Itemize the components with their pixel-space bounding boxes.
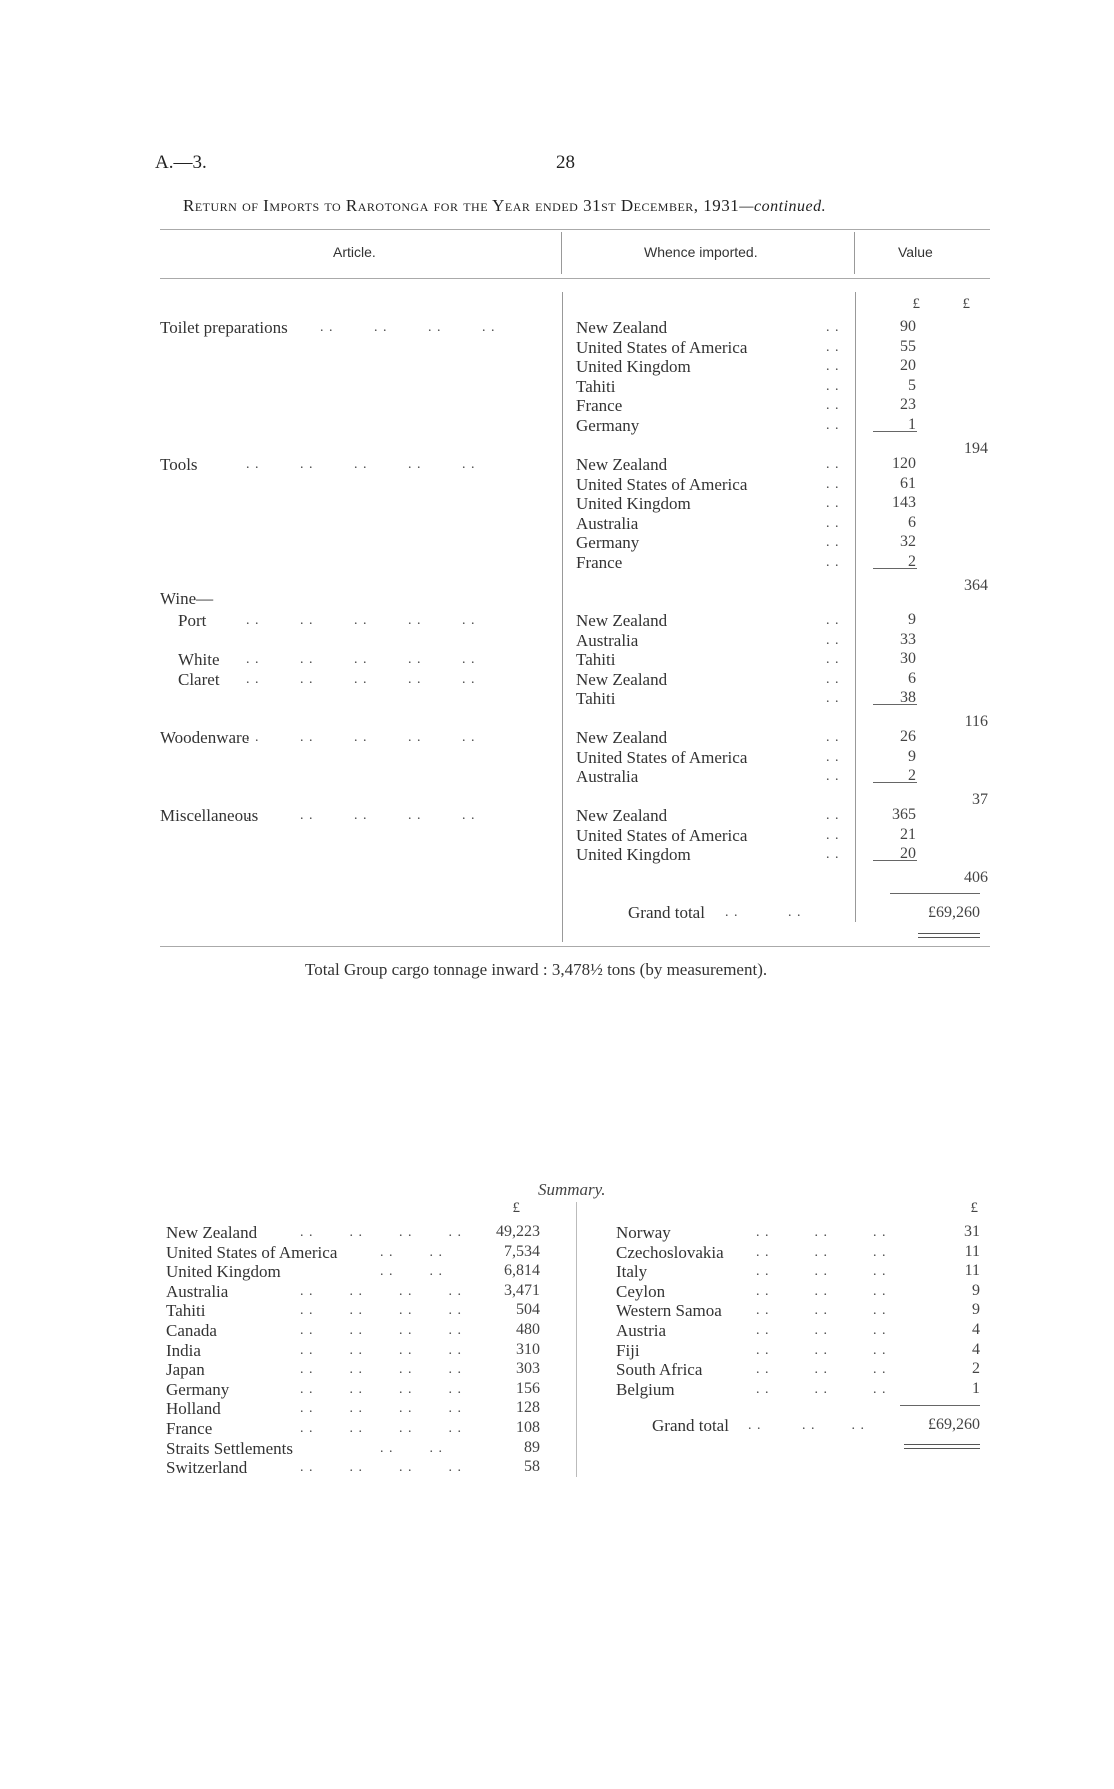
country-name: United States of America xyxy=(576,474,748,494)
item-value: 23 xyxy=(900,396,916,414)
article-leader: . . . . . . . . . . xyxy=(246,652,476,668)
group-total: 37 xyxy=(972,791,988,808)
subtotal-rule xyxy=(873,568,917,569)
summary-grand-total-label: Grand total xyxy=(652,1416,729,1435)
country-name: Germany xyxy=(576,533,640,553)
summary-left-currency: £ xyxy=(512,1200,520,1216)
article-leader: . . . . . . . . . . xyxy=(246,671,476,687)
country-name: New Zealand xyxy=(576,611,668,630)
summary-country: United Kingdom xyxy=(166,1262,281,1282)
country-leader: . . xyxy=(826,613,840,628)
summary-country: Czechoslovakia xyxy=(616,1242,724,1262)
summary-value: 310 xyxy=(516,1340,540,1358)
country-leader: . . xyxy=(826,359,840,375)
country-name: New Zealand xyxy=(576,455,668,474)
article-label: Miscellaneous xyxy=(160,806,259,825)
group-total: 364 xyxy=(964,577,988,594)
grand-total-label: Grand total xyxy=(628,903,705,922)
summary-value: 11 xyxy=(964,1242,980,1260)
country-name: Tahiti xyxy=(576,689,616,709)
country-name: New Zealand xyxy=(576,728,668,747)
country-leader: . . xyxy=(826,398,840,414)
summary-country: Japan xyxy=(166,1360,205,1380)
summary-leader: . . . . . . xyxy=(756,1323,887,1338)
article-label: Toilet preparations xyxy=(160,318,288,337)
group-total: 194 xyxy=(964,440,988,457)
article-leader: . . . . . . . . . . xyxy=(246,730,476,745)
summary-leader: . . . . . . . . xyxy=(300,1303,462,1319)
item-value: 143 xyxy=(892,494,916,512)
item-value: 26 xyxy=(900,728,916,745)
summary-leader: . . . . . . xyxy=(756,1225,887,1240)
country-name: United Kingdom xyxy=(576,357,691,377)
summary-value: 3,471 xyxy=(504,1281,540,1299)
table-top-rule xyxy=(160,229,990,230)
summary-value: 31 xyxy=(964,1223,980,1240)
item-value: 90 xyxy=(900,318,916,335)
item-value: 1 xyxy=(908,416,916,433)
country-name: Tahiti xyxy=(576,376,616,396)
summary-value: 6,814 xyxy=(504,1262,540,1280)
item-value: 33 xyxy=(900,630,916,648)
summary-country: Canada xyxy=(166,1321,217,1340)
item-value: 30 xyxy=(900,650,916,668)
summary-leader: . . . . . . . . xyxy=(300,1460,462,1476)
country-name: Australia xyxy=(576,630,639,650)
country-leader: . . xyxy=(826,691,840,707)
summary-leader: . . . . . . xyxy=(756,1362,887,1378)
summary-leader: . . . . . . . . xyxy=(300,1381,462,1397)
item-value: 6 xyxy=(908,669,916,687)
summary-country: United States of America xyxy=(166,1242,338,1262)
article-leader: . . . . . . . . . . xyxy=(246,808,476,823)
country-leader: . . xyxy=(826,632,840,648)
country-leader: . . xyxy=(826,847,840,863)
summary-total-rule xyxy=(900,1405,980,1406)
item-value: 120 xyxy=(892,455,916,472)
item-value: 6 xyxy=(908,513,916,531)
country-leader: . . xyxy=(826,535,840,551)
country-name: France xyxy=(576,553,623,572)
summary-leader: . . . . . . . . xyxy=(300,1421,462,1436)
summary-value: 2 xyxy=(972,1360,980,1378)
summary-grand-total-leader: . . . . . . xyxy=(748,1418,865,1433)
country-name: Australia xyxy=(576,767,639,787)
summary-leader: . . . . . . xyxy=(756,1244,887,1260)
header-divider-2 xyxy=(854,232,855,274)
summary-country: Germany xyxy=(166,1379,230,1399)
summary-leader: . . . . . . . . xyxy=(300,1401,462,1417)
country-leader: . . xyxy=(826,671,840,687)
summary-value: 303 xyxy=(516,1360,540,1378)
summary-right-currency: £ xyxy=(970,1200,978,1216)
summary-country: Ceylon xyxy=(616,1281,666,1301)
summary-value: 480 xyxy=(516,1321,540,1338)
summary-value: 89 xyxy=(524,1438,540,1456)
item-value: 9 xyxy=(908,611,916,628)
country-name: United Kingdom xyxy=(576,845,691,865)
country-leader: . . xyxy=(826,652,840,668)
item-value: 32 xyxy=(900,533,916,551)
article-label: Tools xyxy=(160,455,198,474)
summary-grand-total-value: £69,260 xyxy=(928,1416,980,1433)
summary-country: Switzerland xyxy=(166,1458,248,1478)
summary-country: Italy xyxy=(616,1262,648,1282)
column-header-article: Article. xyxy=(333,244,376,260)
summary-value: 58 xyxy=(524,1458,540,1476)
summary-leader: . . . . xyxy=(380,1244,443,1260)
country-leader: . . xyxy=(826,339,840,355)
grand-total-double-rule xyxy=(918,933,980,938)
article-sublabel: Claret xyxy=(178,669,220,689)
country-name: Tahiti xyxy=(576,650,616,670)
country-name: United States of America xyxy=(576,747,748,767)
country-leader: . . xyxy=(826,320,840,335)
summary-value: 4 xyxy=(972,1321,980,1338)
country-name: United Kingdom xyxy=(576,494,691,514)
country-leader: . . xyxy=(826,730,840,745)
column-header-value: Value xyxy=(898,244,933,260)
header-divider-1 xyxy=(561,232,562,274)
item-value: 20 xyxy=(900,845,916,863)
article-leader: . . . . . . . . . . xyxy=(246,457,476,472)
country-name: Australia xyxy=(576,513,639,533)
grand-total-leader: . . . . xyxy=(725,905,802,920)
country-name: United States of America xyxy=(576,825,748,845)
summary-leader: . . . . . . xyxy=(756,1283,887,1299)
country-leader: . . xyxy=(826,418,840,433)
country-leader: . . xyxy=(826,827,840,843)
summary-country: France xyxy=(166,1419,213,1438)
summary-country: Norway xyxy=(616,1223,671,1242)
grand-total-rule xyxy=(890,893,980,894)
article-sublabel: White xyxy=(178,650,220,670)
item-value: 20 xyxy=(900,357,916,375)
country-name: New Zealand xyxy=(576,806,668,825)
country-leader: . . xyxy=(826,769,840,785)
summary-divider xyxy=(576,1202,577,1477)
article-label: Wine— xyxy=(160,589,214,608)
country-leader: . . xyxy=(826,476,840,492)
summary-country: Fiji xyxy=(616,1340,640,1360)
summary-value: 7,534 xyxy=(504,1242,540,1260)
summary-value: 4 xyxy=(972,1340,980,1358)
country-leader: . . xyxy=(826,496,840,512)
subtotal-rule xyxy=(873,860,917,861)
column-header-whence: Whence imported. xyxy=(644,244,758,260)
summary-leader: . . . . . . . . xyxy=(300,1323,462,1338)
summary-country: Western Samoa xyxy=(616,1301,722,1321)
table-title-main: Return of Imports to Rarotonga for the Year ended 31st December, 1931 xyxy=(183,196,740,215)
section-reference: A.—3. xyxy=(155,152,207,173)
summary-leader: . . . . xyxy=(380,1440,443,1456)
country-name: Germany xyxy=(576,416,640,435)
summary-value: 1 xyxy=(972,1379,980,1397)
country-name: France xyxy=(576,396,623,416)
currency-symbol-totals: £ xyxy=(962,296,970,312)
summary-country: India xyxy=(166,1340,201,1360)
group-total: 116 xyxy=(964,713,988,730)
body-divider-whence xyxy=(562,292,563,942)
item-value: 2 xyxy=(908,553,916,570)
table-title xyxy=(183,196,826,216)
article-leader: . . . . . . . . xyxy=(320,320,496,335)
summary-leader: . . . . . . xyxy=(756,1342,887,1358)
summary-country: Belgium xyxy=(616,1379,675,1399)
summary-value: 11 xyxy=(964,1262,980,1280)
summary-country: New Zealand xyxy=(166,1223,258,1242)
summary-leader: . . . . . . . . xyxy=(300,1342,462,1358)
summary-country: Austria xyxy=(616,1321,667,1340)
currency-symbol-items: £ xyxy=(912,296,920,312)
page-number: 28 xyxy=(556,152,575,173)
summary-value: 9 xyxy=(972,1281,980,1299)
country-name: New Zealand xyxy=(576,318,668,337)
table-title-continued: —continued. xyxy=(739,198,827,215)
item-value: 5 xyxy=(908,376,916,394)
summary-country: South Africa xyxy=(616,1360,703,1380)
subtotal-rule xyxy=(873,431,917,432)
table-bottom-rule xyxy=(160,946,990,947)
summary-leader: . . . . . . xyxy=(756,1381,887,1397)
summary-value: 9 xyxy=(972,1301,980,1319)
item-value: 61 xyxy=(900,474,916,492)
subtotal-rule xyxy=(873,704,917,705)
article-label: Woodenware xyxy=(160,728,250,747)
summary-country: Holland xyxy=(166,1399,221,1419)
article-leader: . . . . . . . . . . xyxy=(246,613,476,628)
tonnage-footnote: Total Group cargo tonnage inward : 3,478½ tons (by measurement). xyxy=(305,960,768,979)
summary-leader: . . . . . . . . xyxy=(300,1362,462,1378)
country-leader: . . xyxy=(826,749,840,765)
item-value: 55 xyxy=(900,337,916,355)
item-value: 365 xyxy=(892,806,916,823)
country-leader: . . xyxy=(826,457,840,472)
summary-leader: . . . . xyxy=(380,1264,443,1280)
country-leader: . . xyxy=(826,515,840,531)
summary-leader: . . . . . . . . xyxy=(300,1283,462,1299)
summary-country: Straits Settlements xyxy=(166,1438,294,1458)
summary-title: Summary. xyxy=(538,1180,606,1199)
summary-grand-total-double-rule xyxy=(904,1444,980,1449)
country-leader: . . xyxy=(826,555,840,570)
summary-leader: . . . . . . . . xyxy=(300,1225,462,1240)
item-value: 9 xyxy=(908,747,916,765)
article-sublabel: Port xyxy=(178,611,207,630)
item-value: 38 xyxy=(900,689,916,707)
table-header-rule xyxy=(160,278,990,279)
country-leader: . . xyxy=(826,378,840,394)
summary-country: Australia xyxy=(166,1281,229,1301)
item-value: 21 xyxy=(900,825,916,843)
summary-value: 504 xyxy=(516,1301,540,1319)
country-name: United States of America xyxy=(576,337,748,357)
summary-leader: . . . . . . xyxy=(756,1303,887,1319)
subtotal-rule xyxy=(873,782,917,783)
summary-leader: . . . . . . xyxy=(756,1264,887,1280)
grand-total-value: £69,260 xyxy=(928,904,980,921)
summary-country: Tahiti xyxy=(166,1301,206,1321)
country-leader: . . xyxy=(826,808,840,823)
summary-value: 156 xyxy=(516,1379,540,1397)
summary-value: 108 xyxy=(516,1419,540,1436)
item-value: 2 xyxy=(908,767,916,785)
summary-value: 49,223 xyxy=(496,1223,540,1240)
group-total: 406 xyxy=(964,869,988,886)
country-name: New Zealand xyxy=(576,669,668,689)
summary-value: 128 xyxy=(516,1399,540,1417)
body-divider-value xyxy=(855,292,856,922)
